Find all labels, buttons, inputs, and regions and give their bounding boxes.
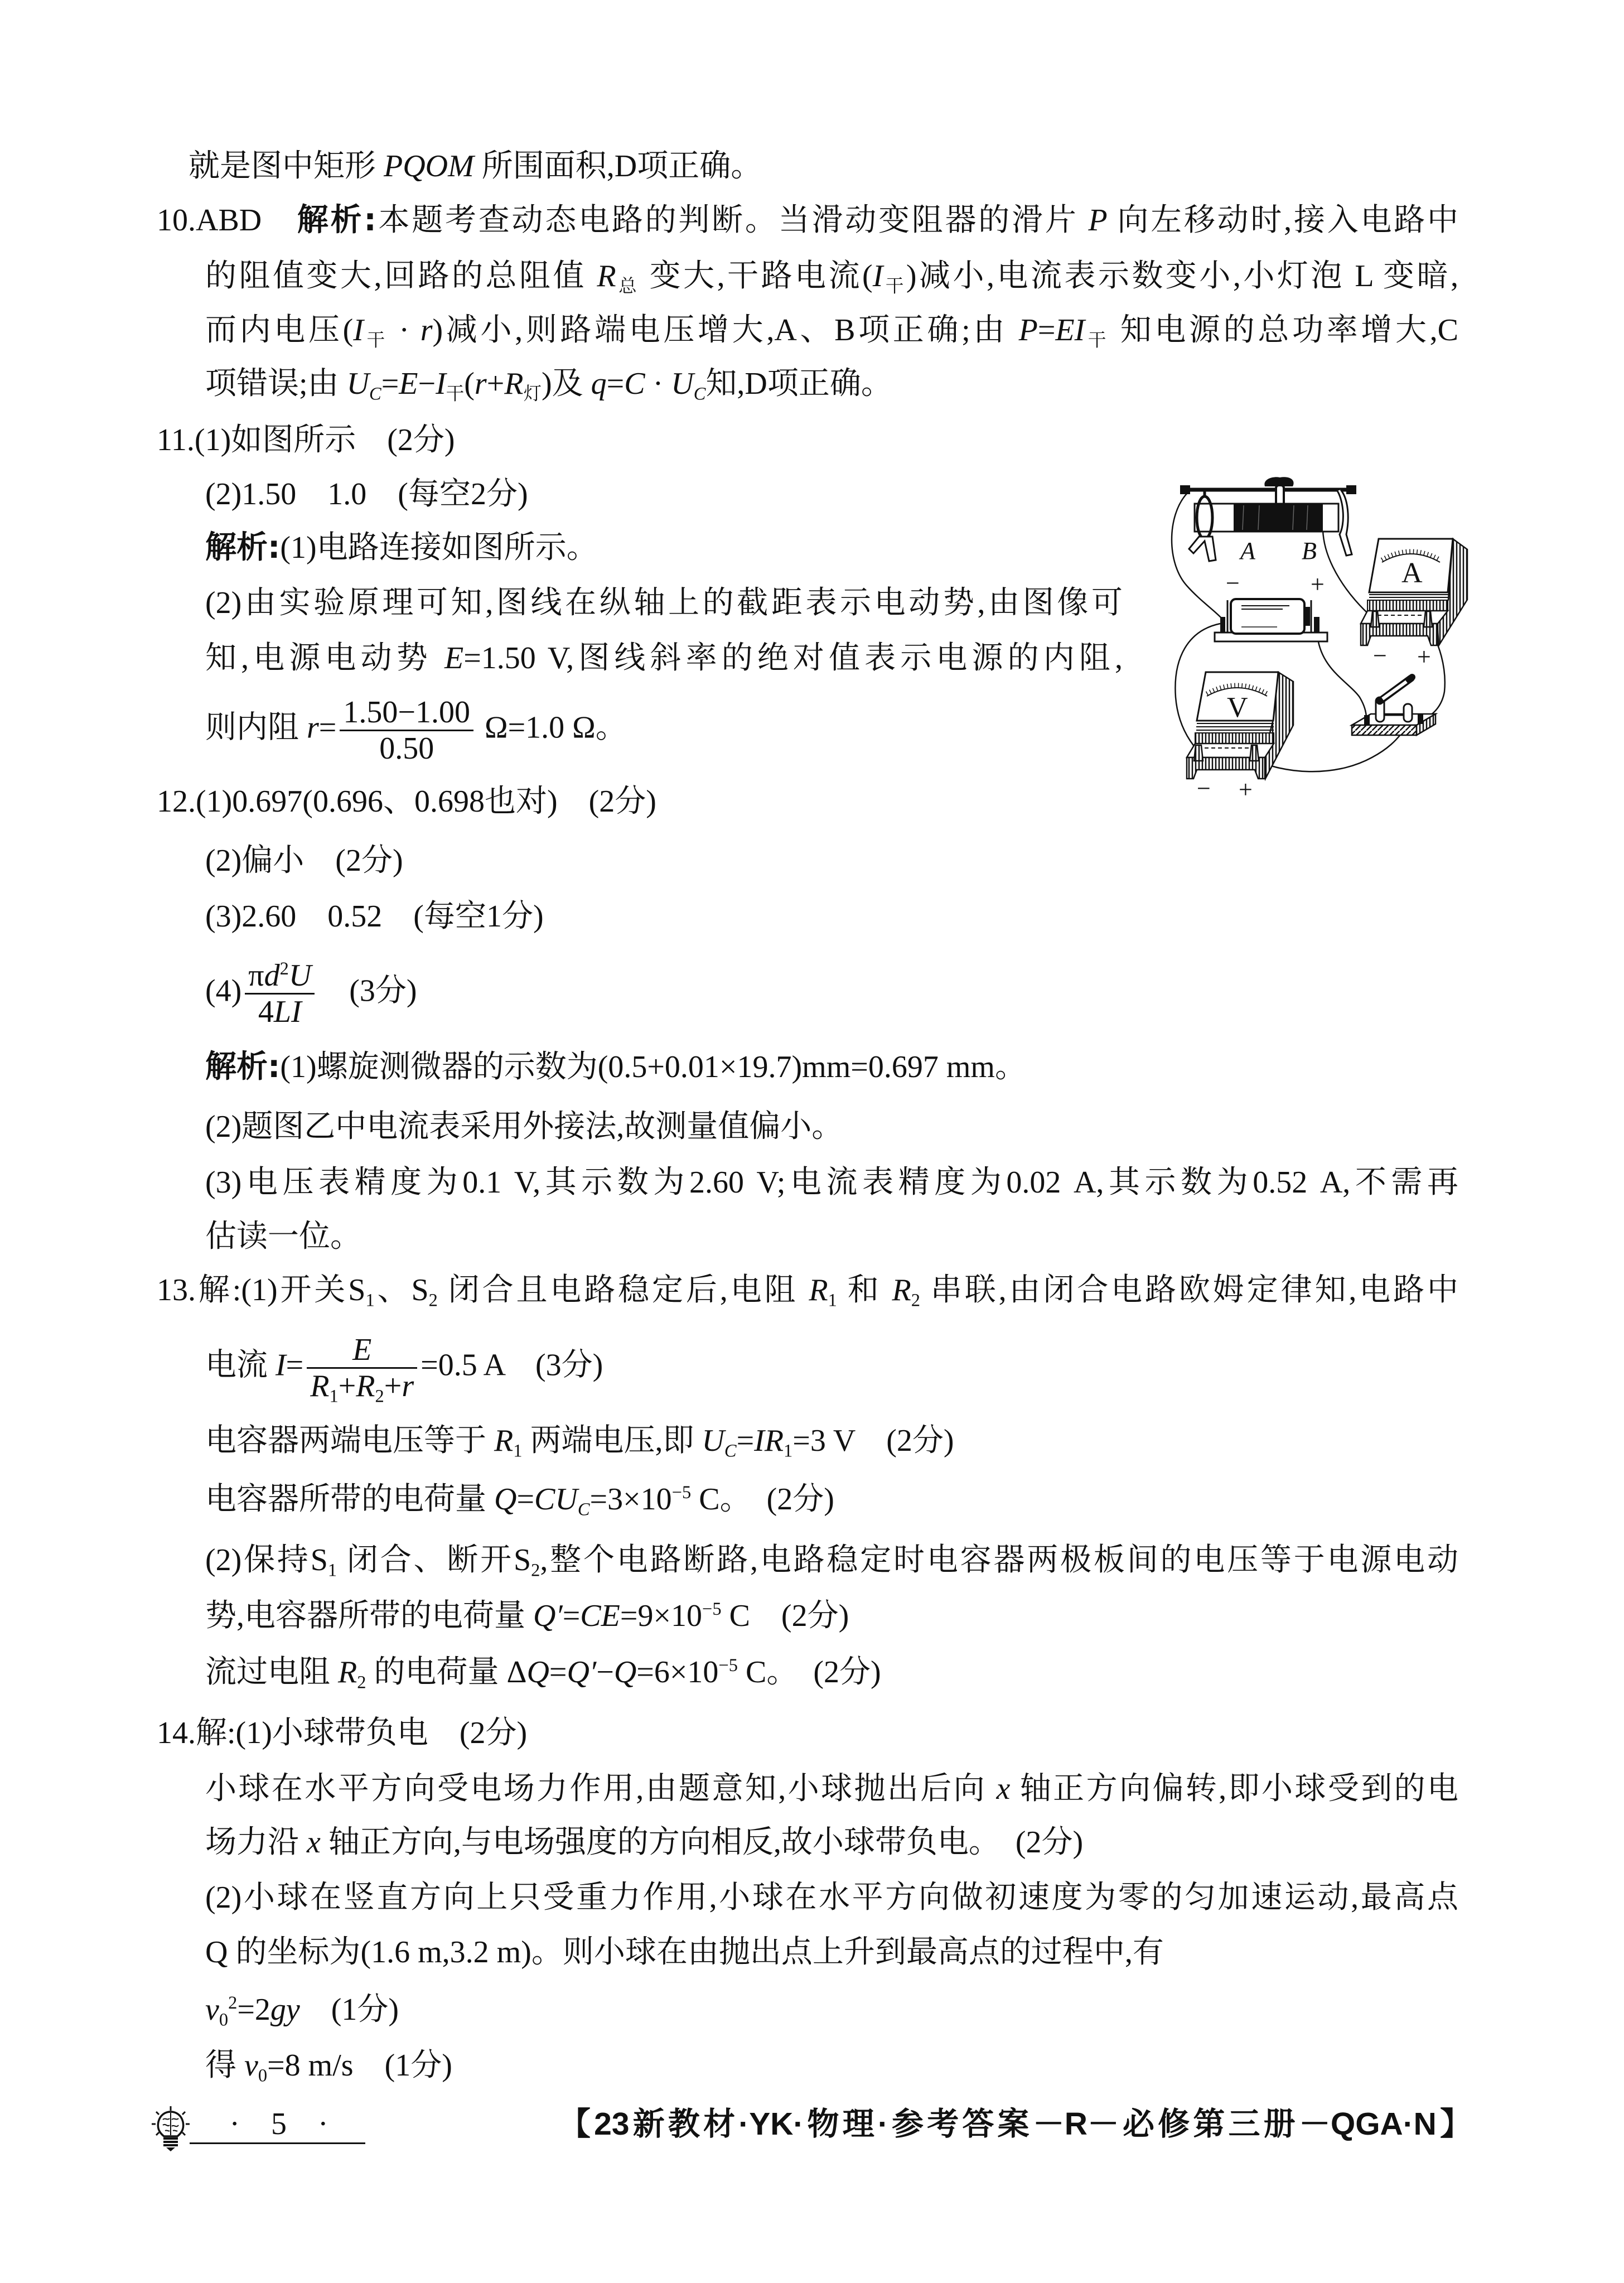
text-run: ( bbox=[464, 366, 475, 401]
text-run: = bbox=[562, 1599, 581, 1633]
text-run: − bbox=[596, 1655, 614, 1690]
math-variable: r bbox=[307, 710, 319, 745]
math-variable: CU bbox=[534, 1482, 578, 1517]
math-variable: E bbox=[399, 366, 418, 401]
text-run: )及 bbox=[541, 366, 591, 401]
math-variable: r bbox=[402, 1369, 414, 1403]
q11-analysis-line-1 bbox=[205, 520, 598, 576]
math-variable: Q bbox=[613, 1655, 637, 1690]
rheostat-terminal-a-label: A bbox=[1240, 537, 1255, 564]
math-variable: P bbox=[1088, 203, 1108, 238]
text-run: =1.50 V,图线斜率的绝对值表示电源的内阻, bbox=[463, 641, 1123, 675]
text-run: 知,电源电动势 bbox=[205, 641, 444, 675]
text-run: (1)电路连接如图所示。 bbox=[280, 530, 598, 565]
text-run: ,整个电路断路,电路稳定时电容器两极板间的电压等于电源电动 bbox=[540, 1543, 1458, 1577]
voltmeter-minus-label: − bbox=[1197, 775, 1211, 802]
q9-continuation-line bbox=[188, 138, 762, 194]
q14-line-4 bbox=[205, 1870, 1458, 1925]
math-variable: I bbox=[353, 313, 364, 347]
subscript: 2 bbox=[357, 1672, 366, 1693]
text-run: =3 V (2分) bbox=[792, 1423, 954, 1458]
text-run: (3分) bbox=[318, 973, 417, 1008]
text-run: (4) bbox=[205, 973, 242, 1008]
math-variable: I bbox=[872, 259, 883, 293]
text-run: (2)1.50 1.0 (每空2分) bbox=[205, 477, 528, 511]
text-run: = bbox=[606, 366, 625, 401]
text-run: (2)由实验原理可知,图线在纵轴上的截距表示电动势,由图像可 bbox=[205, 586, 1123, 620]
text-run: 而内电压( bbox=[205, 313, 354, 347]
q13-line-7 bbox=[205, 1644, 881, 1700]
text-run: 则内阻 bbox=[205, 710, 307, 745]
math-variable: I bbox=[436, 366, 446, 401]
text-run: 的电荷量 Δ bbox=[366, 1655, 527, 1690]
ammeter-plus-label: + bbox=[1417, 643, 1431, 670]
voltmeter bbox=[1187, 672, 1293, 803]
subscript: 1 bbox=[329, 1386, 339, 1407]
superscript: −5 bbox=[718, 1655, 738, 1676]
math-variable: P bbox=[1018, 313, 1038, 347]
text-run: (3)2.60 0.52 (每空1分) bbox=[205, 899, 544, 934]
text-run: · bbox=[388, 313, 420, 347]
q10-line-4 bbox=[205, 356, 892, 412]
page-number-underline bbox=[190, 2142, 365, 2144]
text-run: 闭合且电路稳定后,电阻 bbox=[437, 1273, 809, 1307]
circuit-figure bbox=[1166, 471, 1483, 806]
text-run: 知,D项正确。 bbox=[705, 366, 892, 401]
text-run: 估读一位。 bbox=[205, 1219, 361, 1254]
text-run: (2)保持S bbox=[205, 1543, 328, 1577]
math-variable: v bbox=[244, 2048, 258, 2083]
math-variable: R bbox=[356, 1369, 375, 1403]
subscript: 2 bbox=[375, 1386, 384, 1407]
q12-line-3 bbox=[205, 889, 544, 944]
text-run: = bbox=[516, 1482, 535, 1517]
text-run: 项错误;由 bbox=[205, 366, 347, 401]
text-run: 13.解:(1)开关S bbox=[157, 1273, 366, 1307]
q11-analysis-line-2 bbox=[205, 575, 1123, 631]
rheostat-terminal-b-label: B bbox=[1302, 537, 1317, 564]
voltmeter-plus-label: + bbox=[1239, 776, 1253, 803]
q13-current-formula bbox=[205, 1333, 603, 1407]
math-variable: C bbox=[624, 366, 645, 401]
q13-line-5 bbox=[205, 1532, 1458, 1588]
text-run: + bbox=[338, 1369, 356, 1403]
text-run: 0.50 bbox=[379, 731, 434, 766]
q11-resistance-formula bbox=[205, 695, 627, 766]
math-variable: Q bbox=[526, 1655, 549, 1690]
math-variable: E bbox=[352, 1333, 372, 1367]
text-run: 电流 bbox=[205, 1348, 276, 1383]
math-variable: R bbox=[338, 1655, 357, 1690]
text-run: 就是图中矩形 bbox=[188, 149, 384, 184]
text-run: 、S bbox=[374, 1273, 429, 1307]
text-run: 10.ABD bbox=[157, 203, 297, 238]
subscript: 0 bbox=[258, 2065, 268, 2086]
text-run: − bbox=[418, 366, 436, 401]
math-variable: PQOM bbox=[384, 149, 474, 184]
text-run: (2)题图乙中电流表采用外接法,故测量值偏小。 bbox=[205, 1109, 843, 1144]
subscript: C bbox=[724, 1441, 737, 1461]
knife-switch bbox=[1352, 674, 1436, 735]
q14-line-3 bbox=[205, 1814, 1083, 1870]
fraction bbox=[245, 958, 315, 1029]
text-run: (3)电压表精度为0.1 V,其示数为2.60 V;电流表精度为0.02 A,其示数为0.52 A,不需再 bbox=[205, 1165, 1458, 1200]
math-variable: d bbox=[264, 958, 280, 993]
math-variable: CE bbox=[580, 1599, 620, 1633]
text-run: 轴正方向,与电场强度的方向相反,故小球带负电。 (2分) bbox=[320, 1825, 1084, 1860]
q11-line-2 bbox=[205, 466, 528, 522]
text-run: C。 (2分) bbox=[691, 1482, 834, 1517]
sliding-rheostat bbox=[1180, 477, 1356, 564]
q14-line-1 bbox=[157, 1705, 527, 1761]
math-variable: U bbox=[671, 366, 694, 401]
math-variable: gy bbox=[270, 1992, 300, 2027]
ammeter bbox=[1361, 539, 1467, 670]
q12-line-1 bbox=[157, 774, 656, 829]
text-run: Q 的坐标为(1.6 m,3.2 m)。则小球在由抛出点上升到最高点的过程中,有 bbox=[205, 1935, 1164, 1970]
math-variable: R bbox=[597, 259, 616, 293]
fraction-denominator bbox=[376, 731, 437, 766]
subscript: 干 bbox=[1085, 330, 1110, 351]
text-run: )减小,电流表示数变小,小灯泡 L 变暗, bbox=[906, 259, 1458, 293]
text-run: = bbox=[1037, 313, 1056, 347]
q13-line-4 bbox=[205, 1471, 834, 1527]
fraction bbox=[307, 1333, 417, 1407]
subscript: C bbox=[693, 384, 706, 404]
text-run: =3×10 bbox=[589, 1482, 672, 1517]
text-run: + bbox=[384, 1369, 402, 1403]
math-variable: LI bbox=[273, 995, 302, 1029]
q11-analysis-line-3 bbox=[205, 630, 1123, 686]
fraction-numerator bbox=[340, 695, 473, 730]
text-run: 的阻值变大,回路的总阻值 bbox=[205, 259, 597, 293]
text-run: 14.解:(1)小球带负电 (2分) bbox=[157, 1716, 528, 1750]
text-run: =0.5 A (3分) bbox=[420, 1348, 603, 1383]
text-run: = bbox=[549, 1655, 567, 1690]
battery-minus-label: − bbox=[1226, 569, 1240, 597]
text-run: 势,电容器所带的电荷量 bbox=[205, 1599, 533, 1633]
text-run: =6×10 bbox=[636, 1655, 719, 1690]
math-variable: R bbox=[504, 366, 524, 401]
subscript: C bbox=[369, 384, 381, 404]
q13-line-1 bbox=[157, 1262, 1458, 1318]
math-variable: EI bbox=[1055, 313, 1085, 347]
q14-line-6 bbox=[205, 1982, 399, 2038]
text-run: (1)螺旋测微器的示数为(0.5+0.01×19.7)mm=0.697 mm。 bbox=[280, 1050, 1026, 1084]
voltmeter-symbol: V bbox=[1227, 692, 1248, 723]
text-run: 流过电阻 bbox=[205, 1655, 338, 1690]
text-run: C。 (2分) bbox=[737, 1655, 881, 1690]
text-run: 11.(1)如图所示 (2分) bbox=[157, 423, 455, 457]
subscript: 干 bbox=[363, 330, 388, 351]
text-run: · bbox=[645, 366, 671, 401]
text-run: 所围面积,D项正确。 bbox=[473, 149, 762, 184]
text-run: 轴正方向偏转,即小球受到的电 bbox=[1010, 1772, 1459, 1806]
fraction-numerator bbox=[245, 958, 315, 993]
math-variable: Q′ bbox=[567, 1655, 597, 1690]
q12-line-2 bbox=[205, 833, 403, 889]
subscript: 1 bbox=[828, 1290, 837, 1311]
q10-line-1 bbox=[157, 192, 1458, 248]
text-run: C (2分) bbox=[721, 1599, 849, 1633]
superscript: −5 bbox=[671, 1482, 692, 1503]
bold-label: 解析: bbox=[205, 1049, 281, 1085]
math-variable: I bbox=[276, 1348, 286, 1383]
subscript: 1 bbox=[365, 1290, 375, 1311]
text-run: (2)小球在竖直方向上只受重力作用,小球在水平方向做初速度为零的匀加速运动,最高点 bbox=[205, 1880, 1458, 1915]
math-variable: x bbox=[996, 1772, 1011, 1806]
text-run: 4 bbox=[258, 995, 274, 1029]
text-run: + bbox=[486, 366, 505, 401]
math-variable: q bbox=[591, 366, 607, 401]
q14-line-2 bbox=[205, 1761, 1458, 1817]
text-run: 知电源的总功率增大,C bbox=[1109, 313, 1458, 347]
math-variable: R bbox=[494, 1423, 514, 1458]
text-run: )减小,则路端电压增大,A、B项正确;由 bbox=[432, 313, 1019, 347]
math-variable: r bbox=[420, 313, 433, 347]
fraction-numerator bbox=[349, 1333, 375, 1367]
math-variable: Q bbox=[494, 1482, 517, 1517]
subscript: 灯 bbox=[523, 384, 542, 404]
ammeter-symbol: A bbox=[1401, 557, 1423, 589]
q12-analysis-line-1 bbox=[205, 1039, 1026, 1095]
subscript: 2 bbox=[428, 1290, 438, 1311]
battery bbox=[1215, 569, 1327, 641]
subscript: 2 bbox=[911, 1290, 920, 1311]
text-run: (2)偏小 (2分) bbox=[205, 843, 403, 878]
text-run: 电容器所带的电荷量 bbox=[205, 1482, 494, 1517]
subscript: 干 bbox=[883, 276, 906, 297]
math-variable: v bbox=[205, 1992, 219, 2027]
text-run: π bbox=[248, 958, 264, 993]
q14-line-7 bbox=[205, 2038, 452, 2093]
fraction-denominator bbox=[255, 995, 305, 1029]
superscript: 2 bbox=[279, 958, 289, 979]
q12-resistivity-formula bbox=[205, 958, 417, 1029]
ammeter-minus-label: − bbox=[1373, 642, 1387, 669]
page-number: · 5 · bbox=[229, 2107, 328, 2141]
q11-line-1 bbox=[157, 412, 455, 468]
text-run: 两端电压,即 bbox=[522, 1423, 702, 1458]
subscript: 1 bbox=[784, 1441, 793, 1461]
math-variable: x bbox=[307, 1825, 321, 1860]
text-run: =9×10 bbox=[620, 1599, 703, 1633]
math-variable: R bbox=[809, 1273, 828, 1307]
fraction-denominator bbox=[307, 1369, 417, 1407]
math-variable: r bbox=[474, 366, 487, 401]
subscript: 干 bbox=[446, 384, 465, 404]
text-run: 12.(1)0.697(0.696、0.698也对) (2分) bbox=[157, 784, 656, 819]
text-run: 场力沿 bbox=[205, 1825, 307, 1860]
fraction bbox=[340, 695, 473, 766]
text-run: =2 bbox=[237, 1992, 270, 2027]
subscript: C bbox=[577, 1499, 590, 1520]
q10-line-2 bbox=[205, 248, 1458, 304]
text-run: 小球在水平方向受电场力作用,由题意知,小球抛出后向 bbox=[205, 1772, 997, 1806]
math-variable: R bbox=[310, 1369, 330, 1403]
text-run: (1分) bbox=[299, 1992, 399, 2027]
text-run: 闭合、断开S bbox=[337, 1543, 531, 1577]
text-run: = bbox=[286, 1348, 304, 1383]
q12-analysis-line-4 bbox=[205, 1209, 361, 1264]
math-variable: E bbox=[444, 641, 464, 675]
text-run: 电容器两端电压等于 bbox=[205, 1423, 494, 1458]
subscript: 1 bbox=[327, 1560, 337, 1581]
text-run: 本题考查动态电路的判断。当滑动变阻器的滑片 bbox=[376, 203, 1089, 238]
superscript: 2 bbox=[228, 1992, 238, 2013]
q13-line-6 bbox=[205, 1588, 849, 1644]
q12-analysis-line-3 bbox=[205, 1155, 1458, 1210]
bold-label: 解析: bbox=[205, 529, 281, 566]
math-variable: R bbox=[892, 1273, 911, 1307]
text-run: = bbox=[318, 710, 337, 745]
text-run: 向左移动时,接入电路中 bbox=[1107, 203, 1459, 238]
q12-analysis-line-2 bbox=[205, 1099, 843, 1155]
math-variable: Q′ bbox=[533, 1599, 563, 1633]
text-run: =8 m/s (1分) bbox=[267, 2048, 452, 2083]
text-run: 得 bbox=[205, 2048, 244, 2083]
text-run: Ω=1.0 Ω。 bbox=[476, 710, 627, 745]
math-variable: U bbox=[702, 1423, 724, 1458]
text-run: 1.50−1.00 bbox=[343, 695, 470, 730]
wire-battery-to-switch bbox=[1317, 635, 1366, 718]
subscript: 0 bbox=[219, 2010, 229, 2030]
subscript: 2 bbox=[531, 1560, 540, 1581]
footer-book-title: 【23新教材·YK·物理·参考答案－R－必修第三册－QGA·N】 bbox=[559, 2106, 1472, 2142]
subscript: 1 bbox=[513, 1441, 523, 1461]
text-run: = bbox=[736, 1423, 755, 1458]
text-run: 串联,由闭合电路欧姆定律知,电路中 bbox=[920, 1273, 1459, 1307]
lightbulb-brain-icon bbox=[151, 2105, 191, 2152]
q10-line-3 bbox=[205, 302, 1458, 358]
text-run: 和 bbox=[837, 1273, 892, 1307]
bold-label: 解析: bbox=[297, 202, 376, 238]
q13-line-3 bbox=[205, 1413, 954, 1469]
battery-plus-label: + bbox=[1311, 571, 1325, 598]
text-run: = bbox=[381, 366, 399, 401]
text-run: 变大,干路电流( bbox=[639, 259, 873, 293]
subscript: 总 bbox=[616, 276, 640, 297]
math-variable: IR bbox=[754, 1423, 784, 1458]
superscript: −5 bbox=[702, 1599, 722, 1619]
q14-line-5 bbox=[205, 1924, 1164, 1980]
math-variable: U bbox=[346, 366, 370, 401]
math-variable: U bbox=[288, 958, 312, 993]
